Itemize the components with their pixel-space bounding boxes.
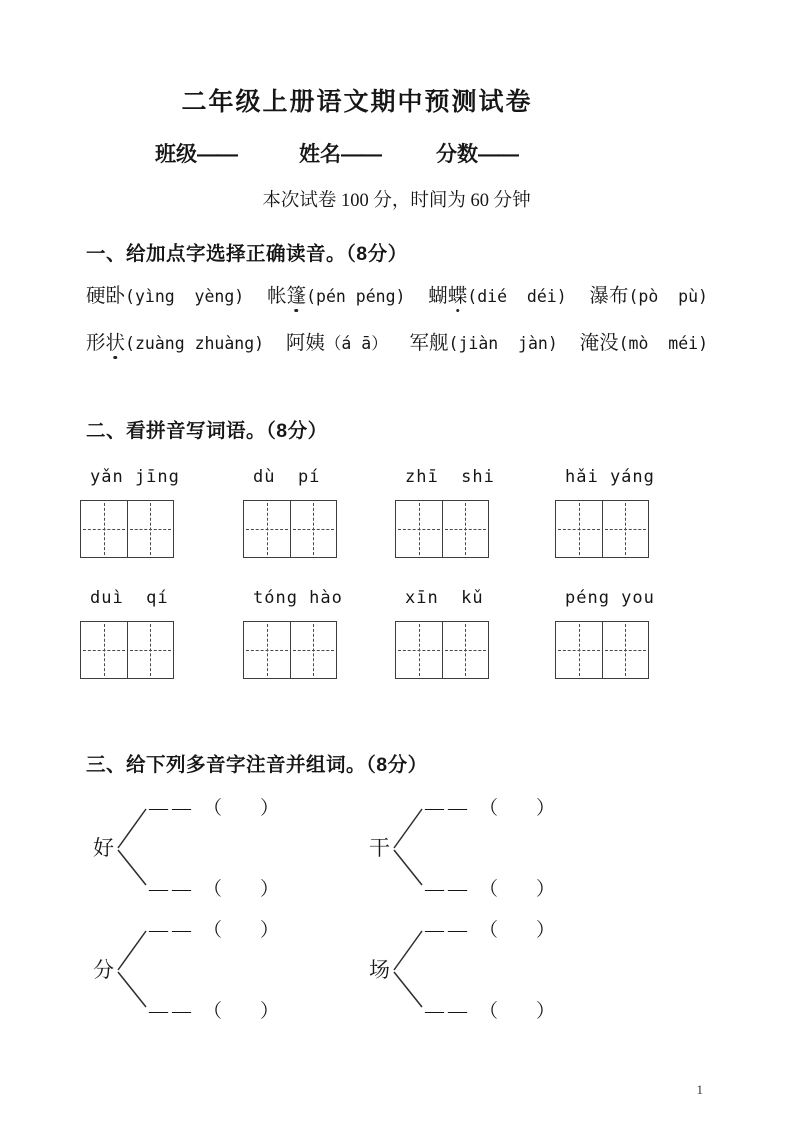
answer-blank bbox=[425, 915, 555, 942]
section1-row1 bbox=[86, 280, 708, 308]
blank-parentheses: （ ） bbox=[479, 920, 556, 941]
polyphone-group bbox=[85, 791, 361, 903]
pinyin-label: xīn kǔ bbox=[405, 588, 484, 608]
answer-blank bbox=[149, 874, 279, 901]
blank-parentheses: （ ） bbox=[203, 1001, 280, 1022]
writing-grid-box bbox=[80, 621, 174, 679]
answer-blank bbox=[425, 996, 555, 1023]
pinyin-options: (pò pù) bbox=[628, 287, 708, 306]
blank-line: —— bbox=[425, 879, 471, 900]
grid-cell bbox=[81, 501, 128, 557]
pinyin-options: （á ā） bbox=[324, 334, 388, 353]
blank-parentheses: （ ） bbox=[479, 879, 556, 900]
polyphone-group bbox=[361, 791, 637, 903]
pinyin-label: hǎi yáng bbox=[565, 467, 655, 487]
pinyin-options: (dié déi) bbox=[467, 287, 567, 306]
pinyin-label: dù pí bbox=[253, 467, 321, 487]
name-field bbox=[299, 138, 381, 168]
answer-blank bbox=[149, 996, 279, 1023]
score-blank-line: —— bbox=[478, 143, 518, 166]
blank-parentheses: （ ） bbox=[203, 798, 280, 819]
word-item: 军舰(jiàn jàn) bbox=[409, 333, 558, 354]
blank-parentheses: （ ） bbox=[203, 879, 280, 900]
word-item: 蝴蝶(dié déi) bbox=[428, 280, 566, 308]
header-fields bbox=[155, 138, 793, 168]
section3-row2 bbox=[85, 913, 793, 1025]
pinyin-options: (pén péng) bbox=[306, 287, 406, 306]
pinyin-options: (yìng yèng) bbox=[125, 287, 245, 306]
blank-parentheses: （ ） bbox=[203, 920, 280, 941]
pinyin-label: duì qí bbox=[90, 588, 169, 608]
class-field bbox=[155, 138, 237, 168]
page-number: 1 bbox=[696, 1082, 703, 1097]
word-item: 形状(zuàng zhuàng) bbox=[86, 327, 264, 355]
word-item: 阿姨（á ā） bbox=[285, 333, 388, 354]
dotted-character: 蝶 bbox=[448, 280, 468, 308]
grid-cell bbox=[556, 622, 603, 678]
class-blank-line: —— bbox=[197, 143, 237, 166]
name-label: 姓名 bbox=[299, 143, 341, 166]
pinyin-label: yǎn jīng bbox=[90, 467, 180, 487]
exam-note: 本次试卷 100 分，时间为 60 分钟 bbox=[262, 191, 531, 211]
answer-blank bbox=[425, 793, 555, 820]
grid-cell bbox=[128, 501, 174, 557]
pinyin-label: tóng hào bbox=[253, 588, 343, 608]
section1-heading: 一、给加点字选择正确读音。（8分） bbox=[86, 243, 408, 265]
grid-cell bbox=[396, 622, 443, 678]
pinyin-options: (mò méi) bbox=[618, 334, 708, 353]
pinyin-word-column bbox=[395, 588, 555, 679]
pinyin-word-column bbox=[555, 588, 715, 679]
score-label: 分数 bbox=[436, 143, 478, 166]
pinyin-label: zhī shi bbox=[405, 467, 495, 487]
pinyin-word-column bbox=[243, 467, 395, 558]
grid-cell bbox=[291, 501, 337, 557]
word-item: 帐篷(pén péng) bbox=[267, 280, 405, 308]
grid-cell bbox=[603, 501, 649, 557]
section1-row2 bbox=[86, 327, 708, 355]
writing-grid-box bbox=[555, 621, 649, 679]
polyphone-character: 干 bbox=[369, 836, 390, 860]
writing-grid-box bbox=[395, 500, 489, 558]
polyphone-character: 分 bbox=[93, 958, 114, 982]
branch-lines bbox=[115, 804, 149, 890]
word-item: 淹没(mò méi) bbox=[579, 333, 708, 354]
polyphone-group bbox=[85, 913, 361, 1025]
class-label: 班级 bbox=[155, 143, 197, 166]
pinyin-word-column bbox=[555, 467, 715, 558]
polyphone-character: 好 bbox=[93, 836, 114, 860]
grid-cell bbox=[128, 622, 174, 678]
grid-cell bbox=[244, 622, 291, 678]
blank-line: —— bbox=[149, 920, 195, 941]
writing-grid-box bbox=[243, 621, 337, 679]
blank-parentheses: （ ） bbox=[479, 798, 556, 819]
grid-cell bbox=[443, 622, 489, 678]
blank-parentheses: （ ） bbox=[479, 1001, 556, 1022]
grid-cell bbox=[443, 501, 489, 557]
pinyin-label: péng you bbox=[565, 588, 655, 608]
exam-title: 二年级上册语文期中预测试卷 bbox=[181, 88, 533, 116]
grid-cell bbox=[556, 501, 603, 557]
section2-heading: 二、看拼音写词语。（8分） bbox=[86, 420, 328, 442]
grid-cell bbox=[396, 501, 443, 557]
pinyin-options: (jiàn jàn) bbox=[448, 334, 558, 353]
section2-row2 bbox=[80, 588, 793, 679]
name-blank-line: —— bbox=[341, 143, 381, 166]
branch-lines bbox=[115, 926, 149, 1012]
branch-lines bbox=[391, 926, 425, 1012]
pinyin-word-column bbox=[80, 467, 243, 558]
writing-grid-box bbox=[395, 621, 489, 679]
branch-lines bbox=[391, 804, 425, 890]
answer-blank bbox=[425, 874, 555, 901]
grid-cell bbox=[81, 622, 128, 678]
blank-line: —— bbox=[425, 1001, 471, 1022]
pinyin-word-column bbox=[395, 467, 555, 558]
writing-grid-box bbox=[555, 500, 649, 558]
word-item: 瀑布(pò pù) bbox=[589, 286, 708, 307]
word-item: 硬卧(yìng yèng) bbox=[86, 286, 245, 307]
section3-heading: 三、给下列多音字注音并组词。（8分） bbox=[86, 754, 428, 776]
score-field bbox=[436, 138, 518, 168]
section2-row1 bbox=[80, 467, 793, 558]
answer-blank bbox=[149, 793, 279, 820]
answer-blank bbox=[149, 915, 279, 942]
grid-cell bbox=[603, 622, 649, 678]
grid-cell bbox=[244, 501, 291, 557]
grid-cell bbox=[291, 622, 337, 678]
section3-row1 bbox=[85, 791, 793, 903]
pinyin-word-column bbox=[243, 588, 395, 679]
polyphone-group bbox=[361, 913, 637, 1025]
dotted-character: 篷 bbox=[287, 280, 307, 308]
pinyin-options: (zuàng zhuàng) bbox=[125, 334, 265, 353]
blank-line: —— bbox=[149, 879, 195, 900]
dotted-character: 状 bbox=[106, 327, 126, 355]
polyphone-character: 场 bbox=[369, 958, 390, 982]
blank-line: —— bbox=[425, 920, 471, 941]
blank-line: —— bbox=[425, 798, 471, 819]
writing-grid-box bbox=[243, 500, 337, 558]
blank-line: —— bbox=[149, 798, 195, 819]
pinyin-word-column bbox=[80, 588, 243, 679]
blank-line: —— bbox=[149, 1001, 195, 1022]
writing-grid-box bbox=[80, 500, 174, 558]
